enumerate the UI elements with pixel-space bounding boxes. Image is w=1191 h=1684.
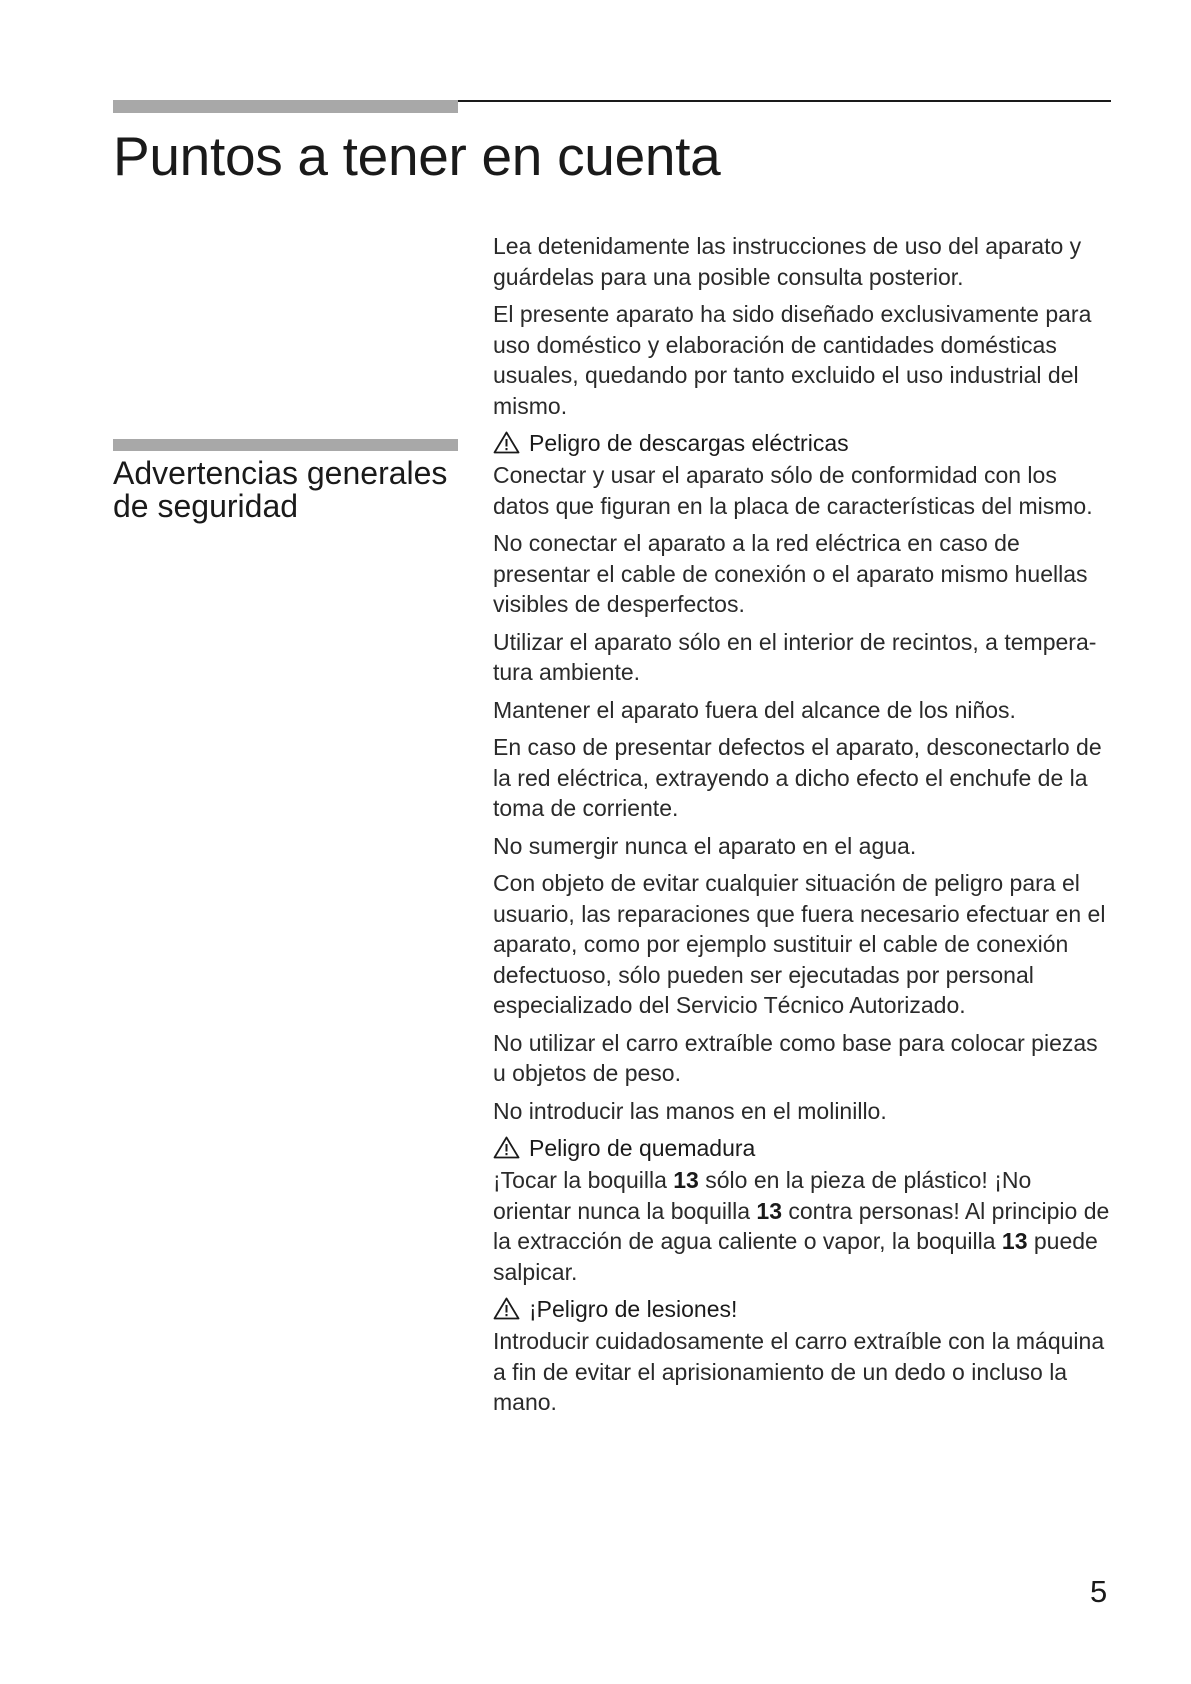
warning-heading-label: Peligro de descargas eléctricas bbox=[529, 430, 849, 456]
burn-text: puede salpicar. bbox=[493, 1228, 1098, 1285]
header-accent-bar bbox=[113, 100, 458, 113]
warning-heading-injury bbox=[493, 1294, 1113, 1325]
warning-paragraph: Utilizar el aparato sólo en el interior de recintos, a tempera-tura ambiente. bbox=[493, 628, 1097, 685]
part-number: 13 bbox=[756, 1197, 782, 1224]
warning-paragraph: Conectar y usar el aparato sólo de conformidad con los datos que figuran en la placa de características del mismo. bbox=[493, 462, 1093, 519]
intro-paragraph: El presente aparato ha sido diseñado exclusivamente para uso doméstico y elaboración de cantidades domésticas usuales, quedando por tanto excluido el uso industrial del mismo. bbox=[493, 301, 1092, 419]
warning-paragraph: No introducir las manos en el molinillo. bbox=[493, 1097, 887, 1124]
warning-paragraph: Con objeto de evitar cualquier situación de peligro para el usuario, las reparaciones que fuera necesario efectuar en el aparato, como por ejemplo sustituir el cable de conexión defectuoso, sólo pueden ser ejecutadas por personal especializado del Servicio Técnico Autorizado. bbox=[493, 870, 1106, 1018]
page-number: 5 bbox=[1090, 1574, 1108, 1609]
burn-text: ¡Tocar la boquilla bbox=[493, 1167, 674, 1193]
section-title: Advertencias generales de seguridad bbox=[113, 455, 448, 524]
warning-paragraph: No sumergir nunca el aparato en el agua. bbox=[493, 832, 917, 859]
part-number: 13 bbox=[673, 1167, 699, 1193]
warning-paragraph: No utilizar el carro extraíble como base para colocar piezas u objetos de peso. bbox=[493, 1029, 1098, 1086]
warning-triangle-icon bbox=[493, 1297, 520, 1320]
intro-paragraph: Lea detenidamente las instrucciones de uso del aparato y guárdelas para una posible consulta posterior. bbox=[493, 233, 1082, 290]
burn-text: contra personas! Al principio de la extracción de agua caliente o vapor, la boquilla bbox=[493, 1197, 1110, 1254]
warning-paragraph: En caso de presentar defectos el aparato, desconectarlo de la red eléctrica, extrayendo a dicho efecto el enchufe de la toma de corriente. bbox=[493, 734, 1102, 821]
warning-heading-electric bbox=[493, 428, 1113, 459]
main-content bbox=[493, 231, 1113, 1425]
warning-heading-label: Peligro de quemadura bbox=[529, 1135, 756, 1161]
warning-paragraph: Mantener el aparato fuera del alcance de los niños. bbox=[493, 696, 1016, 723]
burn-paragraph bbox=[493, 1165, 1113, 1287]
warning-paragraph: No conectar el aparato a la red eléctrica en caso de presentar el cable de conexión o el aparato mismo huellas visibles de desperfectos. bbox=[493, 530, 1088, 617]
warning-triangle-icon bbox=[493, 431, 520, 454]
warning-triangle-icon bbox=[493, 1136, 520, 1159]
burn-text: sólo en la pieza de plástico! ¡No orientar nunca la boquilla bbox=[493, 1167, 1032, 1224]
part-number: 13 bbox=[1001, 1228, 1028, 1254]
page-title: Puntos a tener en cuenta bbox=[113, 125, 721, 187]
warning-heading-label: ¡Peligro de lesiones! bbox=[529, 1296, 738, 1322]
warning-paragraph: Introducir cuidadosamente el carro extraíble con la máquina a fin de evitar el aprisionamiento de un dedo o incluso la mano. bbox=[493, 1328, 1105, 1415]
section-accent-bar bbox=[113, 439, 458, 451]
warning-heading-burn bbox=[493, 1133, 1113, 1164]
